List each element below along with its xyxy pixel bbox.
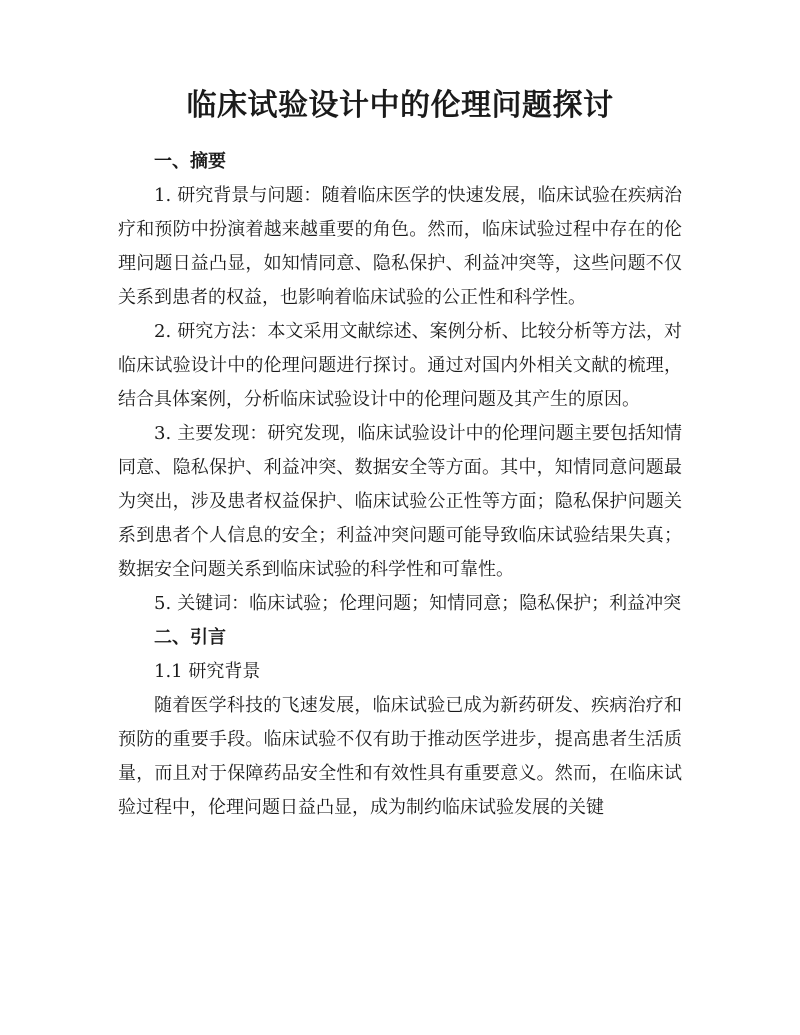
- section-heading-introduction: 二、引言: [154, 627, 226, 648]
- item-text: 关键词：临床试验；伦理问题；知情同意；隐私保护；利益冲突: [177, 593, 682, 614]
- document-body: [118, 145, 682, 825]
- item-number: 3.: [154, 423, 172, 444]
- item-number: 1.: [154, 185, 172, 206]
- abstract-item-2: [118, 315, 682, 417]
- document-title: 临床试验设计中的伦理问题探讨: [186, 88, 614, 123]
- section-heading-abstract: 一、摘要: [154, 151, 226, 172]
- subsection-heading-background: 1.1 研究背景: [154, 661, 261, 682]
- background-paragraph: 随着医学科技的飞速发展，临床试验已成为新药研发、疾病治疗和预防的重要手段。临床试验不仅有助于推动医学进步，提高患者生活质量，而且对于保障药品安全性和有效性具有重要意义。然而，在临床试验过程中，伦理问题日益凸显，成为制约临床试验发展的关键: [118, 695, 682, 818]
- item-text: 研究方法：本文采用文献综述、案例分析、比较分析等方法，对临床试验设计中的伦理问题进行探讨。通过对国内外相关文献的梳理，结合具体案例，分析临床试验设计中的伦理问题及其产生的原因。: [118, 321, 682, 410]
- abstract-item-1: [118, 179, 682, 315]
- item-number: 5.: [154, 593, 172, 614]
- item-text: 主要发现：研究发现，临床试验设计中的伦理问题主要包括知情同意、隐私保护、利益冲突、数据安全等方面。其中，知情同意问题最为突出，涉及患者权益保护、临床试验公正性等方面；隐私保护问题关系到患者个人信息的安全；利益冲突问题可能导致临床试验结果失真；数据安全问题关系到临床试验的科学性和可靠性。: [118, 423, 682, 580]
- item-number: 2.: [154, 321, 172, 342]
- item-text: 研究背景与问题：随着临床医学的快速发展，临床试验在疾病治疗和预防中扮演着越来越重要的角色。然而，临床试验过程中存在的伦理问题日益凸显，如知情同意、隐私保护、利益冲突等，这些问题不仅关系到患者的权益，也影响着临床试验的公正性和科学性。: [118, 185, 682, 308]
- abstract-item-keywords: [118, 587, 682, 621]
- abstract-item-3: [118, 417, 682, 587]
